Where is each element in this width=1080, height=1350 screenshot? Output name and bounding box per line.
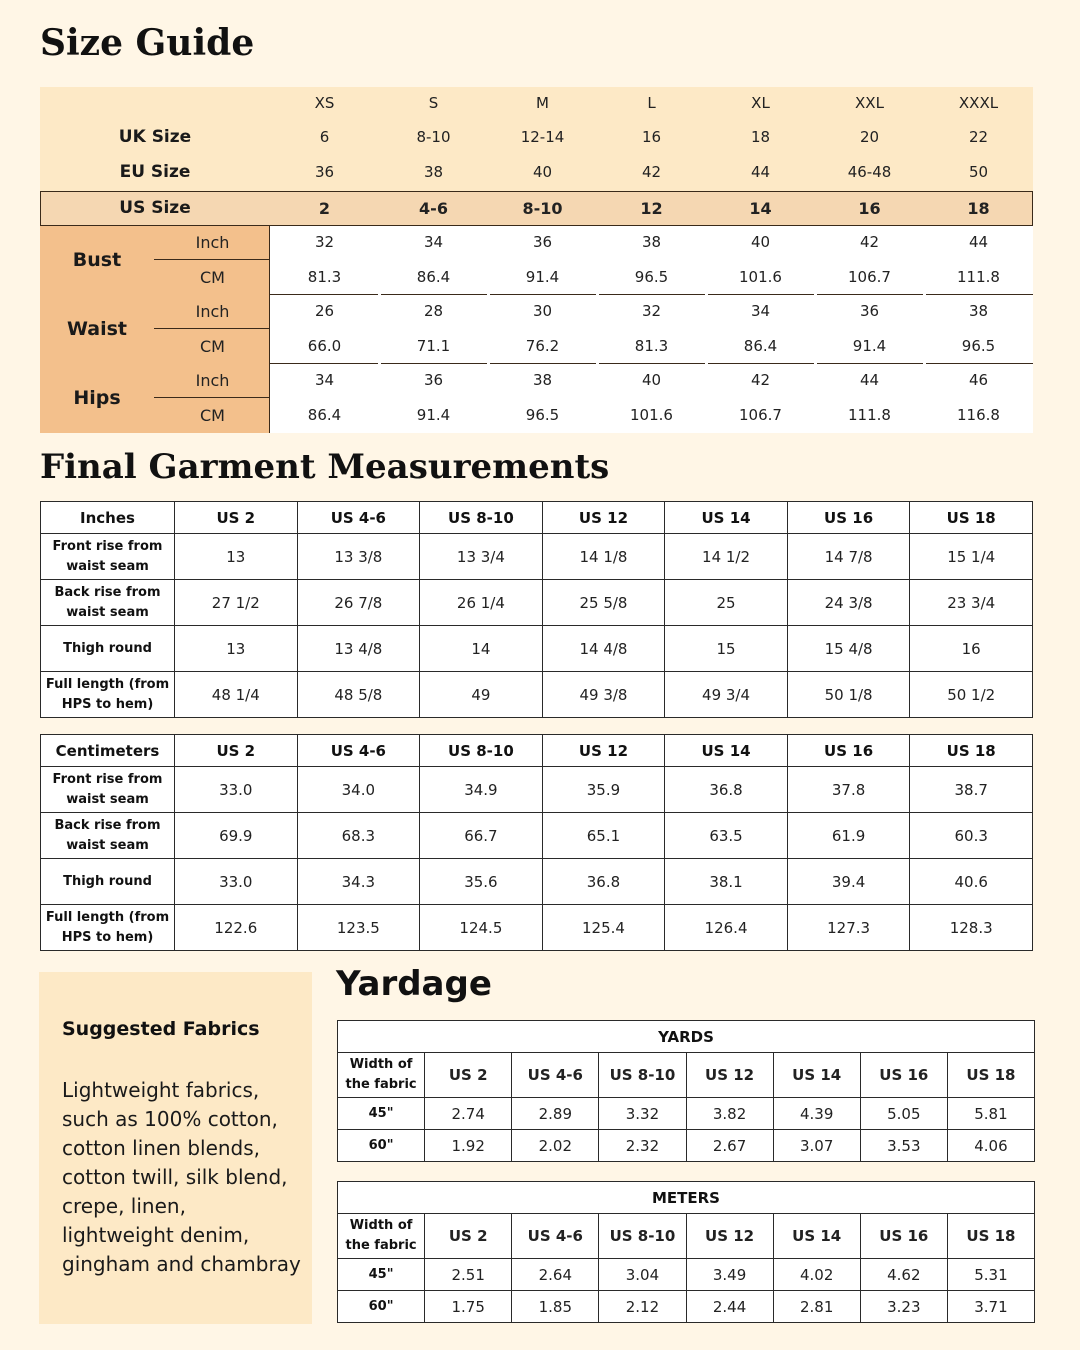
suggested-fabrics-title: Suggested Fabrics (62, 1018, 260, 1040)
eu-size-label: EU Size (119, 162, 191, 182)
measure-group-bust: Bust (72, 249, 122, 271)
yardage-value: 3.82 (686, 1098, 773, 1130)
measurement-value: 60.3 (910, 813, 1033, 859)
measure-value: 26 (314, 302, 335, 320)
yardage-value: 2.67 (686, 1130, 773, 1162)
measure-value: 40 (750, 233, 771, 251)
measurement-value: 24 3/8 (787, 580, 910, 626)
yardage-value: 2.12 (599, 1291, 686, 1323)
size-letter: XL (751, 94, 770, 112)
unit-label: CM (200, 406, 225, 425)
suggested-fabrics-text: Lightweight fabrics, such as 100% cotton, cotton linen blends, cotton twill, silk blend, crepe, linen, lightweight denim, gingham and chambray (62, 1078, 301, 1276)
yardage-value: 4.62 (860, 1259, 947, 1291)
measurement-value: 49 (420, 672, 543, 718)
eu-size-value: 44 (750, 163, 771, 181)
yardage-value: 4.39 (773, 1098, 860, 1130)
measure-value: 91.4 (416, 406, 451, 424)
size-column-header: US 8-10 (599, 1053, 686, 1098)
size-column-header: US 18 (947, 1053, 1034, 1098)
eu-size-value: 38 (423, 163, 444, 181)
measure-value: 34 (423, 233, 444, 251)
measure-value: 86.4 (416, 268, 451, 286)
measure-value: 96.5 (961, 337, 996, 355)
measure-value: 111.8 (957, 268, 1000, 286)
unit-divider (154, 259, 270, 260)
yardage-meters-table (337, 1181, 1035, 1323)
final-garment-centimeters-table (40, 734, 1033, 951)
size-letter: M (536, 94, 549, 112)
measurement-value: 122.6 (175, 905, 298, 951)
measurement-value: 65.1 (542, 813, 665, 859)
table-row (41, 626, 1033, 672)
measurement-label: Back rise from waist seam (41, 813, 175, 859)
table-row (338, 1259, 1035, 1291)
measurement-value: 38.1 (665, 859, 788, 905)
unit-label: CM (200, 268, 225, 287)
yardage-value: 3.53 (860, 1130, 947, 1162)
yardage-value: 2.81 (773, 1291, 860, 1323)
measure-value: 116.8 (957, 406, 1000, 424)
measure-value: 66.0 (307, 337, 342, 355)
measurement-value: 14 1/8 (542, 534, 665, 580)
yardage-value: 2.44 (686, 1291, 773, 1323)
size-column-header: US 4-6 (297, 502, 420, 534)
yardage-unit-title: METERS (338, 1182, 1035, 1214)
measurement-label: Back rise from waist seam (41, 580, 175, 626)
size-column-header: US 12 (686, 1214, 773, 1259)
table-row (41, 534, 1033, 580)
unit-header: Inches (41, 502, 175, 534)
measurement-value: 36.8 (665, 767, 788, 813)
us-size-value: 12 (640, 199, 663, 218)
size-column-header: US 8-10 (420, 502, 543, 534)
measurement-value: 15 4/8 (787, 626, 910, 672)
size-column-header: US 2 (175, 735, 298, 767)
size-column-header: US 4-6 (512, 1053, 599, 1098)
measure-value: 86.4 (307, 406, 342, 424)
us-size-value: 8-10 (522, 199, 563, 218)
measurement-value: 23 3/4 (910, 580, 1033, 626)
size-column-header: US 14 (773, 1214, 860, 1259)
size-column-header: US 18 (910, 735, 1033, 767)
measurement-value: 14 1/2 (665, 534, 788, 580)
measurement-value: 35.9 (542, 767, 665, 813)
measurement-value: 124.5 (420, 905, 543, 951)
unit-label: Inch (195, 233, 230, 252)
fabric-width-header: Width of the fabric (338, 1214, 425, 1259)
final-garment-inches-table (40, 501, 1033, 718)
measure-value: 96.5 (525, 406, 560, 424)
measurement-value: 39.4 (787, 859, 910, 905)
eu-size-value: 46-48 (847, 163, 892, 181)
measurement-value: 34.9 (420, 767, 543, 813)
table-row (41, 813, 1033, 859)
measure-value: 38 (641, 233, 662, 251)
measurement-value: 127.3 (787, 905, 910, 951)
table-row (338, 1098, 1035, 1130)
uk-size-value: 6 (319, 128, 330, 146)
size-column-header: US 16 (787, 502, 910, 534)
measurement-value: 14 (420, 626, 543, 672)
measure-value: 36 (859, 302, 880, 320)
yardage-value: 4.02 (773, 1259, 860, 1291)
measure-value: 36 (423, 371, 444, 389)
eu-size-value: 40 (532, 163, 553, 181)
measurement-value: 13 (175, 534, 298, 580)
yardage-value: 2.32 (599, 1130, 686, 1162)
measure-value: 40 (641, 371, 662, 389)
us-size-value: 14 (749, 199, 772, 218)
measure-group-hips: Hips (73, 387, 121, 409)
size-guide-title: Size Guide (40, 22, 255, 64)
size-letter: XXXL (958, 94, 999, 112)
yardage-value: 1.85 (512, 1291, 599, 1323)
measure-value: 106.7 (739, 406, 782, 424)
us-size-value: 2 (318, 199, 331, 218)
measurement-value: 61.9 (787, 813, 910, 859)
table-row (338, 1130, 1035, 1162)
measurement-value: 50 1/2 (910, 672, 1033, 718)
measurement-value: 68.3 (297, 813, 420, 859)
uk-size-value: 16 (641, 128, 662, 146)
measurement-value: 33.0 (175, 767, 298, 813)
measurement-value: 123.5 (297, 905, 420, 951)
measurement-value: 34.0 (297, 767, 420, 813)
table-row (41, 580, 1033, 626)
measure-value: 28 (423, 302, 444, 320)
measure-value: 71.1 (416, 337, 451, 355)
size-column-header: US 8-10 (599, 1214, 686, 1259)
measure-value: 38 (532, 371, 553, 389)
measurement-value: 25 5/8 (542, 580, 665, 626)
yardage-value: 3.71 (947, 1291, 1034, 1323)
size-column-header: US 16 (860, 1053, 947, 1098)
measure-value: 44 (968, 233, 989, 251)
measure-value: 42 (750, 371, 771, 389)
size-column-header: US 12 (542, 502, 665, 534)
size-guide-table (40, 87, 1033, 433)
table-row (338, 1291, 1035, 1323)
yardage-value: 2.74 (425, 1098, 512, 1130)
measure-value: 91.4 (852, 337, 887, 355)
us-size-value: 16 (858, 199, 881, 218)
measure-value: 46 (968, 371, 989, 389)
us-size-value: 18 (967, 199, 990, 218)
size-column-header: US 14 (665, 735, 788, 767)
fabric-width-label: 60" (338, 1291, 425, 1323)
measurement-value: 34.3 (297, 859, 420, 905)
measurement-value: 49 3/8 (542, 672, 665, 718)
measurement-value: 13 3/8 (297, 534, 420, 580)
measure-value: 34 (750, 302, 771, 320)
yardage-value: 3.07 (773, 1130, 860, 1162)
size-column-header: US 4-6 (512, 1214, 599, 1259)
measurement-value: 33.0 (175, 859, 298, 905)
yardage-value: 1.92 (425, 1130, 512, 1162)
measure-value: 96.5 (634, 268, 669, 286)
measurement-value: 36.8 (542, 859, 665, 905)
measurement-value: 14 4/8 (542, 626, 665, 672)
size-column-header: US 18 (910, 502, 1033, 534)
us-size-value: 4-6 (419, 199, 448, 218)
fabric-width-label: 45" (338, 1098, 425, 1130)
size-column-header: US 14 (665, 502, 788, 534)
fabric-width-header: Width of the fabric (338, 1053, 425, 1098)
size-column-header: US 18 (947, 1214, 1034, 1259)
measurement-value: 63.5 (665, 813, 788, 859)
measure-value: 44 (859, 371, 880, 389)
size-column-header: US 8-10 (420, 735, 543, 767)
size-column-header: US 16 (860, 1214, 947, 1259)
measure-value: 91.4 (525, 268, 560, 286)
table-row (41, 767, 1033, 813)
fabric-width-label: 60" (338, 1130, 425, 1162)
yardage-value: 5.31 (947, 1259, 1034, 1291)
final-garment-title: Final Garment Measurements (40, 447, 610, 487)
measurement-value: 48 5/8 (297, 672, 420, 718)
measurement-value: 14 7/8 (787, 534, 910, 580)
measure-value: 86.4 (743, 337, 778, 355)
measurement-value: 38.7 (910, 767, 1033, 813)
yardage-value: 3.04 (599, 1259, 686, 1291)
unit-divider (154, 328, 270, 329)
measurement-value: 40.6 (910, 859, 1033, 905)
eu-size-value: 42 (641, 163, 662, 181)
yardage-value: 2.64 (512, 1259, 599, 1291)
yardage-value: 1.75 (425, 1291, 512, 1323)
measure-group-waist: Waist (66, 318, 127, 340)
size-column-header: US 2 (175, 502, 298, 534)
unit-label: Inch (195, 302, 230, 321)
yardage-value: 5.81 (947, 1098, 1034, 1130)
uk-size-value: 20 (859, 128, 880, 146)
us-size-label: US Size (119, 198, 191, 218)
measurement-value: 48 1/4 (175, 672, 298, 718)
measure-value: 101.6 (630, 406, 673, 424)
unit-header: Centimeters (41, 735, 175, 767)
measurement-value: 37.8 (787, 767, 910, 813)
measure-value: 81.3 (634, 337, 669, 355)
size-column-header: US 2 (425, 1214, 512, 1259)
yardage-unit-title: YARDS (338, 1021, 1035, 1053)
measurement-label: Full length (from HPS to hem) (41, 672, 175, 718)
uk-size-value: 12-14 (520, 128, 565, 146)
yardage-yards-table (337, 1020, 1035, 1162)
yardage-value: 3.32 (599, 1098, 686, 1130)
measurement-value: 27 1/2 (175, 580, 298, 626)
size-column-header: US 12 (542, 735, 665, 767)
measurement-value: 126.4 (665, 905, 788, 951)
size-letter: S (428, 94, 439, 112)
measure-value: 101.6 (739, 268, 782, 286)
uk-size-value: 8-10 (416, 128, 451, 146)
size-letter: L (647, 94, 656, 112)
uk-size-label: UK Size (118, 127, 192, 147)
eu-size-value: 50 (968, 163, 989, 181)
measure-value: 38 (968, 302, 989, 320)
yardage-title: Yardage (336, 964, 492, 1004)
size-letter: XXL (855, 94, 884, 112)
measurement-value: 26 7/8 (297, 580, 420, 626)
unit-label: Inch (195, 371, 230, 390)
measurement-value: 15 (665, 626, 788, 672)
size-column-header: US 4-6 (297, 735, 420, 767)
unit-divider (154, 397, 270, 398)
measure-value: 42 (859, 233, 880, 251)
measurement-value: 26 1/4 (420, 580, 543, 626)
size-column-header: US 2 (425, 1053, 512, 1098)
unit-label: CM (200, 337, 225, 356)
measure-value: 32 (641, 302, 662, 320)
measurement-value: 66.7 (420, 813, 543, 859)
size-column-header: US 14 (773, 1053, 860, 1098)
measure-value: 32 (314, 233, 335, 251)
suggested-fabrics-panel (39, 972, 312, 1324)
measure-value: 34 (314, 371, 335, 389)
measurement-label: Thigh round (41, 626, 175, 672)
size-column-header: US 12 (686, 1053, 773, 1098)
size-letter: XS (314, 94, 335, 112)
fabric-width-label: 45" (338, 1259, 425, 1291)
table-row (41, 905, 1033, 951)
measurement-value: 128.3 (910, 905, 1033, 951)
table-row (41, 672, 1033, 718)
label-column-border (269, 226, 270, 433)
measurement-value: 49 3/4 (665, 672, 788, 718)
measurement-value: 13 3/4 (420, 534, 543, 580)
measurement-value: 125.4 (542, 905, 665, 951)
measure-value: 36 (532, 233, 553, 251)
measurement-value: 13 4/8 (297, 626, 420, 672)
measurement-value: 15 1/4 (910, 534, 1033, 580)
measure-value: 106.7 (848, 268, 891, 286)
measurement-value: 69.9 (175, 813, 298, 859)
yardage-value: 3.49 (686, 1259, 773, 1291)
yardage-value: 5.05 (860, 1098, 947, 1130)
measurement-value: 16 (910, 626, 1033, 672)
measurement-label: Thigh round (41, 859, 175, 905)
yardage-value: 3.23 (860, 1291, 947, 1323)
size-column-header: US 16 (787, 735, 910, 767)
measurement-value: 50 1/8 (787, 672, 910, 718)
measurement-value: 35.6 (420, 859, 543, 905)
measure-value: 76.2 (525, 337, 560, 355)
table-row (41, 859, 1033, 905)
measurement-value: 25 (665, 580, 788, 626)
yardage-value: 2.02 (512, 1130, 599, 1162)
measurement-label: Full length (from HPS to hem) (41, 905, 175, 951)
uk-size-value: 22 (968, 128, 989, 146)
measure-value: 111.8 (848, 406, 891, 424)
measure-value: 30 (532, 302, 553, 320)
yardage-value: 4.06 (947, 1130, 1034, 1162)
measurement-label: Front rise from waist seam (41, 534, 175, 580)
measurement-label: Front rise from waist seam (41, 767, 175, 813)
yardage-value: 2.51 (425, 1259, 512, 1291)
uk-size-value: 18 (750, 128, 771, 146)
yardage-value: 2.89 (512, 1098, 599, 1130)
measurement-value: 13 (175, 626, 298, 672)
eu-size-value: 36 (314, 163, 335, 181)
measure-value: 81.3 (307, 268, 342, 286)
